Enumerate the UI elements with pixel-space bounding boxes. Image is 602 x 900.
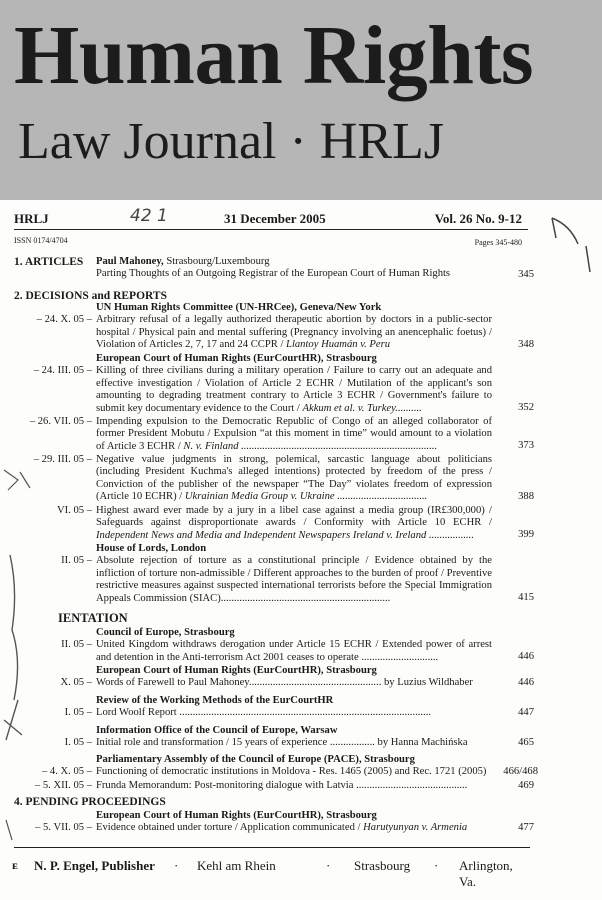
section-decisions: 2. DECISIONS and REPORTS bbox=[14, 290, 167, 302]
entry-date: – 4. X. 05 – bbox=[41, 766, 92, 777]
handwritten-note: 42 1 bbox=[130, 206, 168, 226]
entry-text: Evidence obtained under torture / Application communicated / bbox=[96, 822, 364, 834]
entry-page: 465 bbox=[518, 737, 534, 748]
entry-case: Harutyunyan v. Armenia bbox=[363, 822, 468, 834]
entry-case: Akkum et al. v. Turkey.......... bbox=[302, 402, 422, 414]
entry-date: – 5. XII. 05 – bbox=[34, 780, 92, 791]
entry-text: Highest award ever made by a jury in a libel case against a media group (IR£300,000) / Safeguards against disproportionate awards / Conformity with Article 10 ECHR / bbox=[96, 505, 492, 529]
entry-text: Functioning of democratic institutions in Moldova - Res. 1465 (2005) and Rec. 1721 (2005) bbox=[96, 766, 487, 778]
entry-page: 345 bbox=[518, 269, 534, 280]
entry-date: VI. 05 – bbox=[56, 505, 92, 516]
entry-date: I. 05 – bbox=[64, 707, 92, 718]
entry-text: Lord Woolf Report ............................................................................................... bbox=[96, 707, 431, 719]
entry-institution: UN Human Rights Committee (UN-HRCee), Geneva/New York bbox=[96, 302, 382, 313]
entry-text: Initial role and transformation / 15 years of experience ................. by Hanna Machińska bbox=[96, 737, 468, 749]
entry-page: 415 bbox=[518, 592, 534, 603]
entry-page: 348 bbox=[518, 339, 534, 350]
entry-text: Negative value judgments in strong, polemical, sarcastic language about politicians (including President Kuchma's alleged intentions) protected by freedom of the press / Conviction of the publisher of the newspaper “The Day” violates freedom of expression (Article 10 ECHR) / bbox=[96, 454, 492, 503]
entry-institution: Information Office of the Council of Europe, Warsaw bbox=[96, 725, 338, 736]
entry-institution: European Court of Human Rights (EurCourtHR), Strasbourg bbox=[96, 810, 377, 821]
publisher-logo: ᴇ bbox=[12, 858, 18, 872]
entry-text: Frunda Memorandum: Post-monitoring dialogue with Latvia .......................................... bbox=[96, 780, 468, 791]
entry-page: 469 bbox=[518, 780, 534, 791]
section-articles: 1. ARTICLES bbox=[14, 256, 84, 268]
entry-date: – 5. VII. 05 – bbox=[35, 822, 92, 833]
journal-title: Human Rights bbox=[14, 9, 534, 102]
publisher-name: N. P. Engel, Publisher bbox=[34, 858, 155, 873]
entry-page: 352 bbox=[518, 402, 534, 413]
footer-rule bbox=[14, 847, 530, 848]
entry-institution: European Court of Human Rights (EurCourtHR), Strasbourg bbox=[96, 665, 377, 676]
entry-date: – 24. X. 05 – bbox=[36, 314, 92, 325]
city-arlington: Arlington, Va. bbox=[459, 858, 513, 889]
entry-case: Llantoy Huamán v. Peru bbox=[286, 339, 391, 351]
entry-page: 446 bbox=[518, 651, 534, 662]
entry-page: 373 bbox=[518, 440, 534, 451]
entry-case: Independent News and Media and Independent Newspapers Ireland v. Ireland ................. bbox=[96, 529, 474, 541]
entry-date: – 29. III. 05 – bbox=[33, 454, 92, 465]
entry-page: 388 bbox=[518, 491, 534, 502]
entry-date: X. 05 – bbox=[60, 677, 92, 688]
entry-case: Ukrainian Media Group v. Ukraine .................................. bbox=[184, 491, 428, 503]
entry-text: Absolute rejection of torture as a constitutional principle / Evidence obtained by the infliction of torture non-admissible / Different approaches to the burden of proof / Preventive restrictive measures against suspected international terrorists before the Special Immigration Appeals Commission (SIAC)................................................................ bbox=[96, 555, 492, 604]
section-pending: 4. PENDING PROCEEDINGS bbox=[14, 796, 166, 808]
entry-text: Impending expulsion to the Democratic Republic of Congo of an alleged collaborator of former President Mobutu / Expulsion “at this moment in time” would amount to a violation of Article 3 ECHR / bbox=[96, 416, 492, 452]
entry-institution: Parliamentary Assembly of the Council of Europe (PACE), Strasbourg bbox=[96, 754, 415, 765]
city-kehl: Kehl am Rhein bbox=[197, 858, 276, 873]
entry-page: 466/468 bbox=[503, 766, 538, 777]
entry-page: 399 bbox=[518, 529, 534, 540]
entry-text: United Kingdom withdraws derogation under Article 15 ECHR / Extended power of arrest and detention in the Anti-terrorism Act 2001 ceases to operate ............................. bbox=[96, 639, 492, 663]
entry-text: Arbitrary refusal of a legally authorized therapeutic abortion by doctors in a public-sector hospital / Physical pain and mental suffering (Pregnancy involving an anencephalic foetus) / Violation of Articles 2, 7, 17 and 24 CCPR / bbox=[96, 314, 492, 351]
separator-dot: · bbox=[434, 858, 439, 873]
entry-institution: House of Lords, London bbox=[96, 543, 207, 554]
entry-case: N. v. Finland .......................................................................... bbox=[183, 440, 438, 452]
issue-date: 31 December 2005 bbox=[224, 211, 326, 226]
entry-institution: European Court of Human Rights (EurCourtHR), Strasbourg bbox=[96, 353, 377, 364]
entry-text: Parting Thoughts of an Outgoing Registrar of the European Court of Human Rights bbox=[96, 268, 451, 280]
entry-text: Words of Farewell to Paul Mahoney.................................................. by Luzius Wildhaber bbox=[96, 677, 473, 689]
journal-subtitle: Law Journal · HRLJ bbox=[18, 113, 445, 170]
entry-date: II. 05 – bbox=[61, 555, 92, 566]
section-documentation: IENTATION bbox=[58, 611, 128, 625]
entry-date: I. 05 – bbox=[64, 737, 92, 748]
entry-author: Paul Mahoney, bbox=[96, 256, 164, 267]
entry-author-location: Strasbourg/Luxembourg bbox=[163, 256, 270, 267]
entry-date: II. 05 – bbox=[61, 639, 92, 650]
entry-page: 446 bbox=[518, 677, 534, 688]
entry-text: Killing of three civilians during a military operation / Failure to carry out an adequate and effective investigation / Violation of Article 2 ECHR / Mutilation of the applicant's son amounting to degrading treatment contrary to Article 3 ECHR / Government's failure to submit key documentary evidence to the Court / bbox=[96, 365, 492, 414]
volume-number: Vol. 26 No. 9-12 bbox=[434, 211, 522, 226]
entry-institution: Review of the Working Methods of the EurCourtHR bbox=[96, 695, 334, 706]
entry-page: 477 bbox=[518, 822, 534, 833]
hrlj-label: HRLJ bbox=[14, 211, 49, 226]
city-strasbourg: Strasbourg bbox=[354, 858, 411, 873]
page-range: Pages 345-480 bbox=[474, 238, 522, 247]
issn: ISSN 0174/4704 bbox=[14, 236, 68, 245]
entry-institution: Council of Europe, Strasbourg bbox=[96, 627, 235, 638]
entry-date: – 24. III. 05 – bbox=[33, 365, 92, 376]
separator-dot: · bbox=[326, 858, 331, 873]
entry-page: 447 bbox=[518, 707, 534, 718]
separator-dot: · bbox=[174, 858, 179, 873]
entry-date: – 26. VII. 05 – bbox=[29, 416, 92, 427]
